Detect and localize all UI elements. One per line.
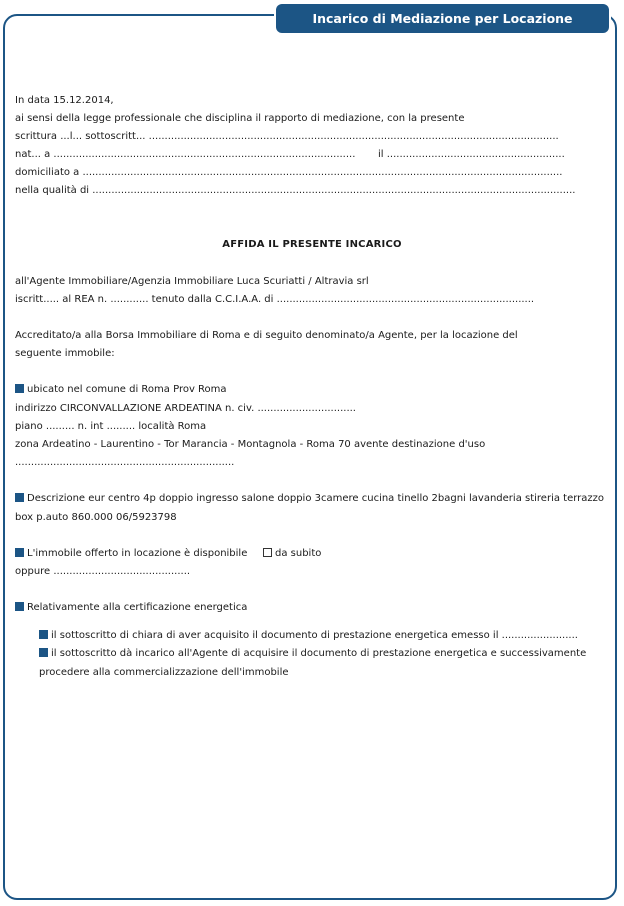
domicile-field[interactable]: domiciliato a ....................................................................................................................................................... xyxy=(15,167,563,178)
energy-option-2-text: il sottoscritto dà incarico all'Agente di acquisire il documento di prestazione energetica e successivamente xyxy=(51,648,587,659)
checked-checkbox-icon[interactable] xyxy=(15,493,24,502)
immediate-text: da subito xyxy=(275,548,322,559)
accredited-line-2: seguente immobile: xyxy=(15,348,115,359)
checked-checkbox-icon[interactable] xyxy=(15,548,24,557)
availability-item xyxy=(15,548,247,560)
description-line-2: box p.auto 860.000 06/5923798 xyxy=(15,512,177,523)
accredited-line: Accreditato/a alla Borsa Immobiliare di Roma e di seguito denominato/a Agente, per la locazione del xyxy=(15,330,518,341)
law-line: ai sensi della legge professionale che disciplina il rapporto di mediazione, con la presente xyxy=(15,113,465,124)
section-heading: AFFIDA IL PRESENTE INCARICO xyxy=(222,239,402,250)
birthplace-field[interactable]: nat... a ............................................................................................... xyxy=(15,149,356,160)
birthdate-field[interactable]: il ........................................................ xyxy=(378,149,565,160)
description-item xyxy=(15,493,604,505)
checked-checkbox-icon[interactable] xyxy=(15,384,24,393)
energy-text: Relativamente alla certificazione energetica xyxy=(27,602,248,613)
empty-checkbox-icon[interactable] xyxy=(263,548,272,557)
checked-checkbox-icon[interactable] xyxy=(39,648,48,657)
zone-line: zona Ardeatino - Laurentino - Tor Marancia - Montagnola - Roma 70 avente destinazione d'uso xyxy=(15,439,486,450)
energy-option-2-line-2: procedere alla commercializzazione dell'immobile xyxy=(39,667,289,678)
document-title: Incarico di Mediazione per Locazione immobiliare xyxy=(276,4,609,33)
checked-checkbox-icon[interactable] xyxy=(39,630,48,639)
signatory-field[interactable]: scrittura ...l... sottoscritt... ................................................................................................................................. xyxy=(15,131,559,142)
date-line: In data 15.12.2014, xyxy=(15,95,114,106)
checked-checkbox-icon[interactable] xyxy=(15,602,24,611)
agent-line: all'Agente Immobiliare/Agenzia Immobiliare Luca Scuriatti / Altravia srl xyxy=(15,276,369,287)
energy-item xyxy=(15,602,247,614)
energy-option-2 xyxy=(39,648,586,660)
description-text: Descrizione eur centro 4p doppio ingresso salone doppio 3camere cucina tinello 2bagni lavanderia stireria terrazzo xyxy=(27,493,605,504)
capacity-field[interactable]: nella qualità di ........................................................................................................................................................ xyxy=(15,185,576,196)
use-field[interactable]: ..................................................................... xyxy=(15,457,235,468)
energy-option-1-text: il sottoscritto di chiara di aver acquisito il documento di prestazione energetica emesso il ........................ xyxy=(51,630,578,641)
floor-field[interactable]: piano ......... n. int ......... località Roma xyxy=(15,421,207,432)
oppure-field[interactable]: oppure ........................................... xyxy=(15,566,191,577)
rea-field[interactable]: iscritt..... al REA n. ............ tenuto dalla C.C.I.A.A. di ................................................................................. xyxy=(15,294,535,305)
location-item xyxy=(15,384,227,396)
immediate-option xyxy=(263,548,321,560)
energy-option-1 xyxy=(39,630,578,642)
availability-text: L'immobile offerto in locazione è disponibile xyxy=(27,548,248,559)
address-field[interactable]: indirizzo CIRCONVALLAZIONE ARDEATINA n. civ. ............................... xyxy=(15,403,356,414)
location-text: ubicato nel comune di Roma Prov Roma xyxy=(27,384,227,395)
